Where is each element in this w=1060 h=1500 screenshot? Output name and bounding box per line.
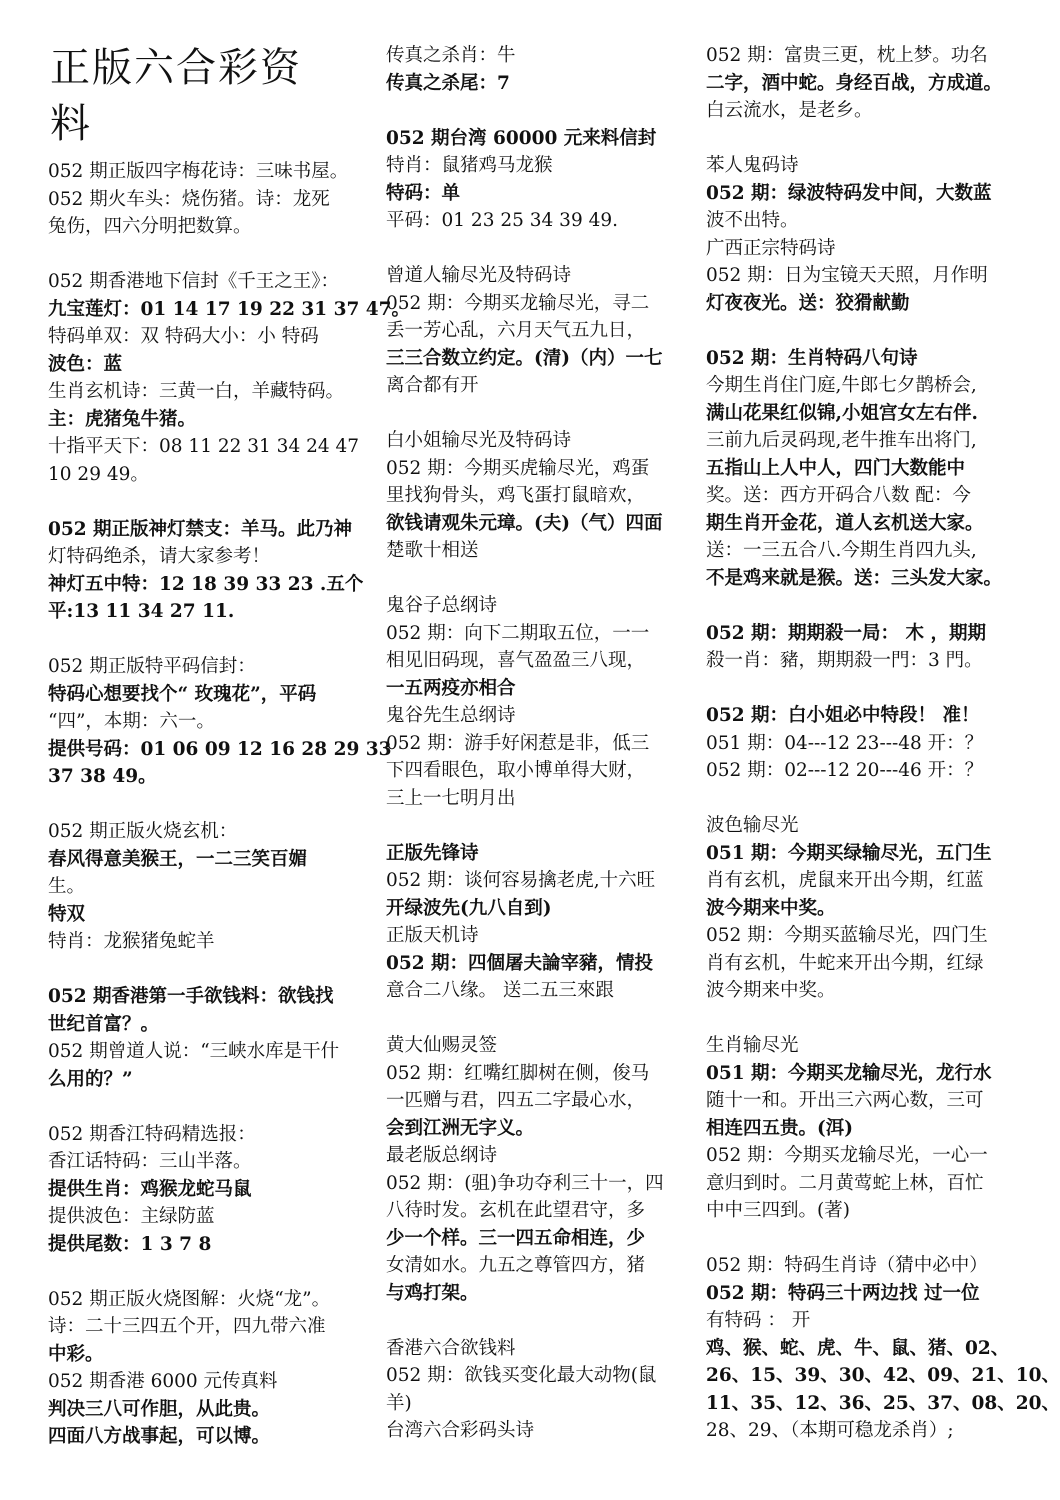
text-line: 052 期正版火烧玄机： <box>48 821 238 842</box>
text-line: 052 期正版火烧图解：火烧“龙”。 <box>48 1288 331 1310</box>
text-line: 八待时发。玄机在此望君守，多 <box>386 1200 646 1221</box>
text-line: 相见旧码现，喜气盈盈三八现， <box>386 650 646 671</box>
text-line: 052 期正版四字梅花诗：三味书屋。 <box>48 161 349 182</box>
text-line: 052 期正版神灯禁支：羊马。此乃神 <box>48 518 353 540</box>
text-line: 052 期：期期殺一局： 木 ，期期 <box>706 622 986 644</box>
text-line: 里找狗骨头，鸡飞蛋打鼠暗欢， <box>386 485 646 506</box>
text-line: 满山花果红似锦,小姐宫女左右伴. <box>706 402 978 424</box>
text-line: 三上一七明月出 <box>386 787 516 809</box>
text-line: 波不出特。 <box>706 210 799 231</box>
text-line: 正版先锋诗 <box>386 842 479 864</box>
text-line: 特肖：龙猴猪兔蛇羊 <box>48 931 215 952</box>
text-line: 特码：单 <box>386 182 461 204</box>
text-line: 白云流水，是老乡。 <box>706 100 873 121</box>
text-line: 欲钱请观朱元璋。(夫)（气）四面 <box>386 512 663 534</box>
text-line: 波今期来中奖。 <box>706 980 836 1001</box>
text-line: 正版天机诗 <box>386 925 479 946</box>
text-line: 052 期：生肖特码八句诗 <box>706 347 918 369</box>
text-line: 丢一芳心乱，六月天气五九日， <box>386 320 646 341</box>
text-line: 曾道人输尽光及特码诗 <box>386 265 572 286</box>
column-3-text <box>706 42 1060 1445</box>
text-line: 香江话特码：三山半落。 <box>48 1151 252 1172</box>
spacer <box>386 1307 696 1335</box>
text-line: 10 29 49。 <box>48 463 149 485</box>
text-line: 中彩。 <box>48 1343 104 1365</box>
text-line: 随十一和。开出三六两心数，三可 <box>706 1090 984 1111</box>
text-line: 中中三四到。(著) <box>706 1200 850 1221</box>
text-line: 一匹赠与君，四五二字最心水， <box>386 1090 646 1111</box>
text-line: 五指山上人中人，四门大数能中 <box>706 457 966 479</box>
text-line: 黄大仙赐灵签 <box>386 1035 498 1056</box>
text-line: “四”，本期：六一。 <box>48 711 215 732</box>
text-line: 与鸡打架。 <box>386 1282 479 1304</box>
spacer <box>706 592 1032 620</box>
text-line: 肖有玄机，牛蛇来开出今期，红绿 <box>706 952 984 974</box>
spacer <box>48 1093 370 1121</box>
text-line: 女清如水。九五之尊管四方，猪 <box>386 1255 646 1276</box>
spacer <box>48 488 370 516</box>
text-line: 主：虎猪兔牛猪。 <box>48 408 197 430</box>
text-line: 诗：二十三四五个开，四九带六准 <box>48 1316 326 1337</box>
text-line: 052 期：特码三十两边找 过一位 <box>706 1282 980 1304</box>
text-line: 会到江洲无字义。 <box>386 1117 535 1139</box>
text-line: 052 期火车头：烧伤猪。诗：龙死 <box>48 188 330 210</box>
text-line: 九宝莲灯：01 14 17 19 22 31 37 47。 <box>48 298 411 320</box>
text-line: 052 期：向下二期取五位，一一 <box>386 622 650 644</box>
page-title <box>50 40 370 152</box>
text-line: 殺一肖：豬，期期殺一門：3 門。 <box>706 650 983 671</box>
page-title-line-1: 正版六合彩资 <box>50 45 302 91</box>
text-line: 052 期正版特平码信封： <box>48 656 256 677</box>
text-line: 11、35、12、36、25、37、08、20、 <box>706 1392 1060 1414</box>
text-line: 052 期香江特码精选报： <box>48 1123 256 1145</box>
spacer <box>386 400 696 428</box>
spacer <box>706 1005 1032 1033</box>
text-line: 052 期：02---12 20---46 开：？ <box>706 760 984 781</box>
text-line: 052 期：白小姐必中特段！ 准！ <box>706 705 980 726</box>
text-line: 37 38 49。 <box>48 766 157 787</box>
spacer <box>48 241 370 269</box>
spacer <box>386 812 696 840</box>
text-line: 鸡、猴、蛇、虎、牛、鼠、猪、02、 <box>706 1337 1010 1359</box>
spacer <box>386 235 696 263</box>
text-line: 052 期：(驵)争功夺利三十一，四 <box>386 1172 664 1194</box>
text-line: 送：一三五合八.今期生肖四九头, <box>706 540 977 561</box>
column-2 <box>386 0 696 1445</box>
text-line: 奖。送：西方开码合八数 配：今 <box>706 485 971 506</box>
text-line: 离合都有开 <box>386 375 479 396</box>
text-line: 期生肖开金花，道人玄机送大家。 <box>706 512 984 534</box>
spacer <box>386 565 696 593</box>
spacer <box>386 97 696 125</box>
text-line: 不是鸡来就是猴。送：三头发大家。 <box>706 567 1003 589</box>
text-line: 特码单双：双 特码大小：小 特码 <box>48 326 319 347</box>
text-line: 052 期曾道人说：“三峡水库是干什 <box>48 1041 340 1062</box>
text-line: 052 期：欲钱买变化最大动物(鼠 <box>386 1365 657 1386</box>
text-line: 052 期：今期买龙输尽光，一心一 <box>706 1145 988 1166</box>
text-line: 052 期香港 6000 元传真料 <box>48 1371 278 1392</box>
column-2-text <box>386 42 696 1445</box>
column-3 <box>706 0 1060 1445</box>
spacer <box>706 675 1032 703</box>
spacer <box>706 125 1032 153</box>
text-line: 提供波色：主绿防蓝 <box>48 1206 215 1227</box>
text-line: 生肖玄机诗：三黄一白，羊藏特码。 <box>48 381 345 402</box>
text-line: 特码心想要找个“ 玫瑰花”，平码 <box>48 683 317 705</box>
text-line: 有特码 ： 开 <box>706 1310 811 1331</box>
text-line: 26、15、39、30、42、09、21、10、 <box>706 1365 1060 1386</box>
text-line: 世纪首富？。 <box>48 1013 160 1035</box>
text-line: 提供生肖：鸡猴龙蛇马鼠 <box>48 1178 252 1200</box>
text-line: 苯人鬼码诗 <box>706 155 799 176</box>
text-line: 肖有玄机，虎鼠来开出今期，红蓝 <box>706 870 984 891</box>
text-line: 楚歌十相送 <box>386 540 479 561</box>
text-line: 波色输尽光 <box>706 815 799 836</box>
text-line: 051 期：今期买龙输尽光，龙行水 <box>706 1062 992 1084</box>
text-line: 052 期：绿波特码发中间，大数蓝 <box>706 182 992 204</box>
text-line: 羊) <box>386 1392 412 1414</box>
text-line: 兔伤，四六分明把数算。 <box>48 216 252 237</box>
text-line: 传真之杀肖：牛 <box>386 45 516 66</box>
text-line: 神灯五中特：12 18 39 33 23 .五个 <box>48 573 364 595</box>
text-line: 051 期：04---12 23---48 开：？ <box>706 732 984 754</box>
text-line: 平码：01 23 25 34 39 49. <box>386 210 619 231</box>
text-line: 052 期香港第一手欲钱料：欲钱找 <box>48 986 334 1007</box>
text-line: 052 期：今期买虎输尽光，鸡蛋 <box>386 457 650 479</box>
text-line: 香港六合欲钱料 <box>386 1337 516 1359</box>
text-line: 灯特码绝杀，请大家参考！ <box>48 546 271 567</box>
text-line: 鬼谷子总纲诗 <box>386 595 498 616</box>
text-line: 台湾六合彩码头诗 <box>386 1420 535 1441</box>
text-line: 波今期来中奖。 <box>706 897 836 919</box>
text-line: 意归到时。二月黄莺蛇上林，百忙 <box>706 1172 984 1194</box>
text-line: 传真之杀尾：7 <box>386 72 510 94</box>
page-title-line-2: 料 <box>50 101 92 147</box>
text-line: 052 期香港地下信封《千王之王》： <box>48 271 339 292</box>
text-line: 一五两疫亦相合 <box>386 677 516 699</box>
text-line: 052 期：四個屠夫論宰豬，情投 <box>386 952 654 974</box>
text-line: 三前九后灵码现,老牛推车出将门, <box>706 430 977 451</box>
text-line: 么用的？” <box>48 1068 133 1090</box>
text-line: 052 期：谈何容易擒老虎,十六旺 <box>386 870 656 891</box>
column-1 <box>48 0 411 1451</box>
text-line: 052 期台湾 60000 元来料信封 <box>386 127 657 149</box>
text-line: 052 期：特码生肖诗（猜中必中） <box>706 1255 988 1276</box>
text-line: 广西正宗特码诗 <box>706 237 836 259</box>
text-line: 提供尾数：1 3 7 8 <box>48 1233 212 1255</box>
text-line: 下四看眼色，取小博单得大财， <box>386 760 646 781</box>
text-line: 少一个样。三一四五命相连，少 <box>386 1227 646 1249</box>
text-line: 特肖：鼠猪鸡马龙猴 <box>386 155 553 176</box>
text-line: 052 期：富贵三更，枕上梦。功名 <box>706 45 988 66</box>
text-line: 意合二八缘。 送二五三來跟 <box>386 980 614 1001</box>
text-line: 四面八方战事起，可以博。 <box>48 1426 271 1447</box>
text-line: 波色：蓝 <box>48 353 123 375</box>
text-line: 生。 <box>48 876 86 897</box>
text-line: 相连四五贵。(洱) <box>706 1117 854 1139</box>
text-line: 28、29、（本期可稳龙杀肖）; <box>706 1420 954 1441</box>
text-line: 052 期：今期买龙输尽光，寻二 <box>386 292 650 314</box>
spacer <box>706 317 1032 345</box>
text-line: 052 期：游手好闲惹是非，低三 <box>386 732 650 754</box>
spacer <box>706 785 1032 813</box>
text-line: 春风得意美猴王，一二三笑百媚 <box>48 848 308 870</box>
text-line: 052 期：今期买蓝输尽光，四门生 <box>706 925 988 946</box>
spacer <box>48 791 370 819</box>
column-1-text <box>48 158 411 1451</box>
text-line: 051 期：今期买绿输尽光，五门生 <box>706 842 992 864</box>
text-line: 最老版总纲诗 <box>386 1145 498 1166</box>
text-line: 平:13 11 34 27 11. <box>48 601 235 622</box>
text-line: 灯夜夜光。送：狡猾献勤 <box>706 292 910 314</box>
spacer <box>706 1225 1032 1253</box>
text-line: 鬼谷先生总纲诗 <box>386 705 516 726</box>
text-line: 二字，酒中蛇。身经百战，方成道。 <box>706 72 1003 94</box>
text-line: 特双 <box>48 903 86 925</box>
text-line: 开绿波先(九八自到) <box>386 897 552 919</box>
spacer <box>48 626 370 654</box>
text-line: 生肖输尽光 <box>706 1035 799 1056</box>
text-line: 三三合数立约定。(清)（内）一七 <box>386 347 663 369</box>
spacer <box>48 1258 370 1286</box>
text-line: 提供号码：01 06 09 12 16 28 29 33 <box>48 738 392 760</box>
text-line: 今期生肖住门庭,牛郎七夕鹊桥会, <box>706 375 977 396</box>
text-line: 052 期：红嘴红脚树在侧，俊马 <box>386 1062 650 1084</box>
text-line: 十指平天下：08 11 22 31 34 24 47 <box>48 436 360 457</box>
spacer <box>48 956 370 984</box>
text-line: 白小姐输尽光及特码诗 <box>386 430 572 451</box>
spacer <box>386 1005 696 1033</box>
text-line: 判决三八可作胆，从此贵。 <box>48 1398 271 1420</box>
text-line: 052 期：日为宝镜天天照，月作明 <box>706 265 988 286</box>
